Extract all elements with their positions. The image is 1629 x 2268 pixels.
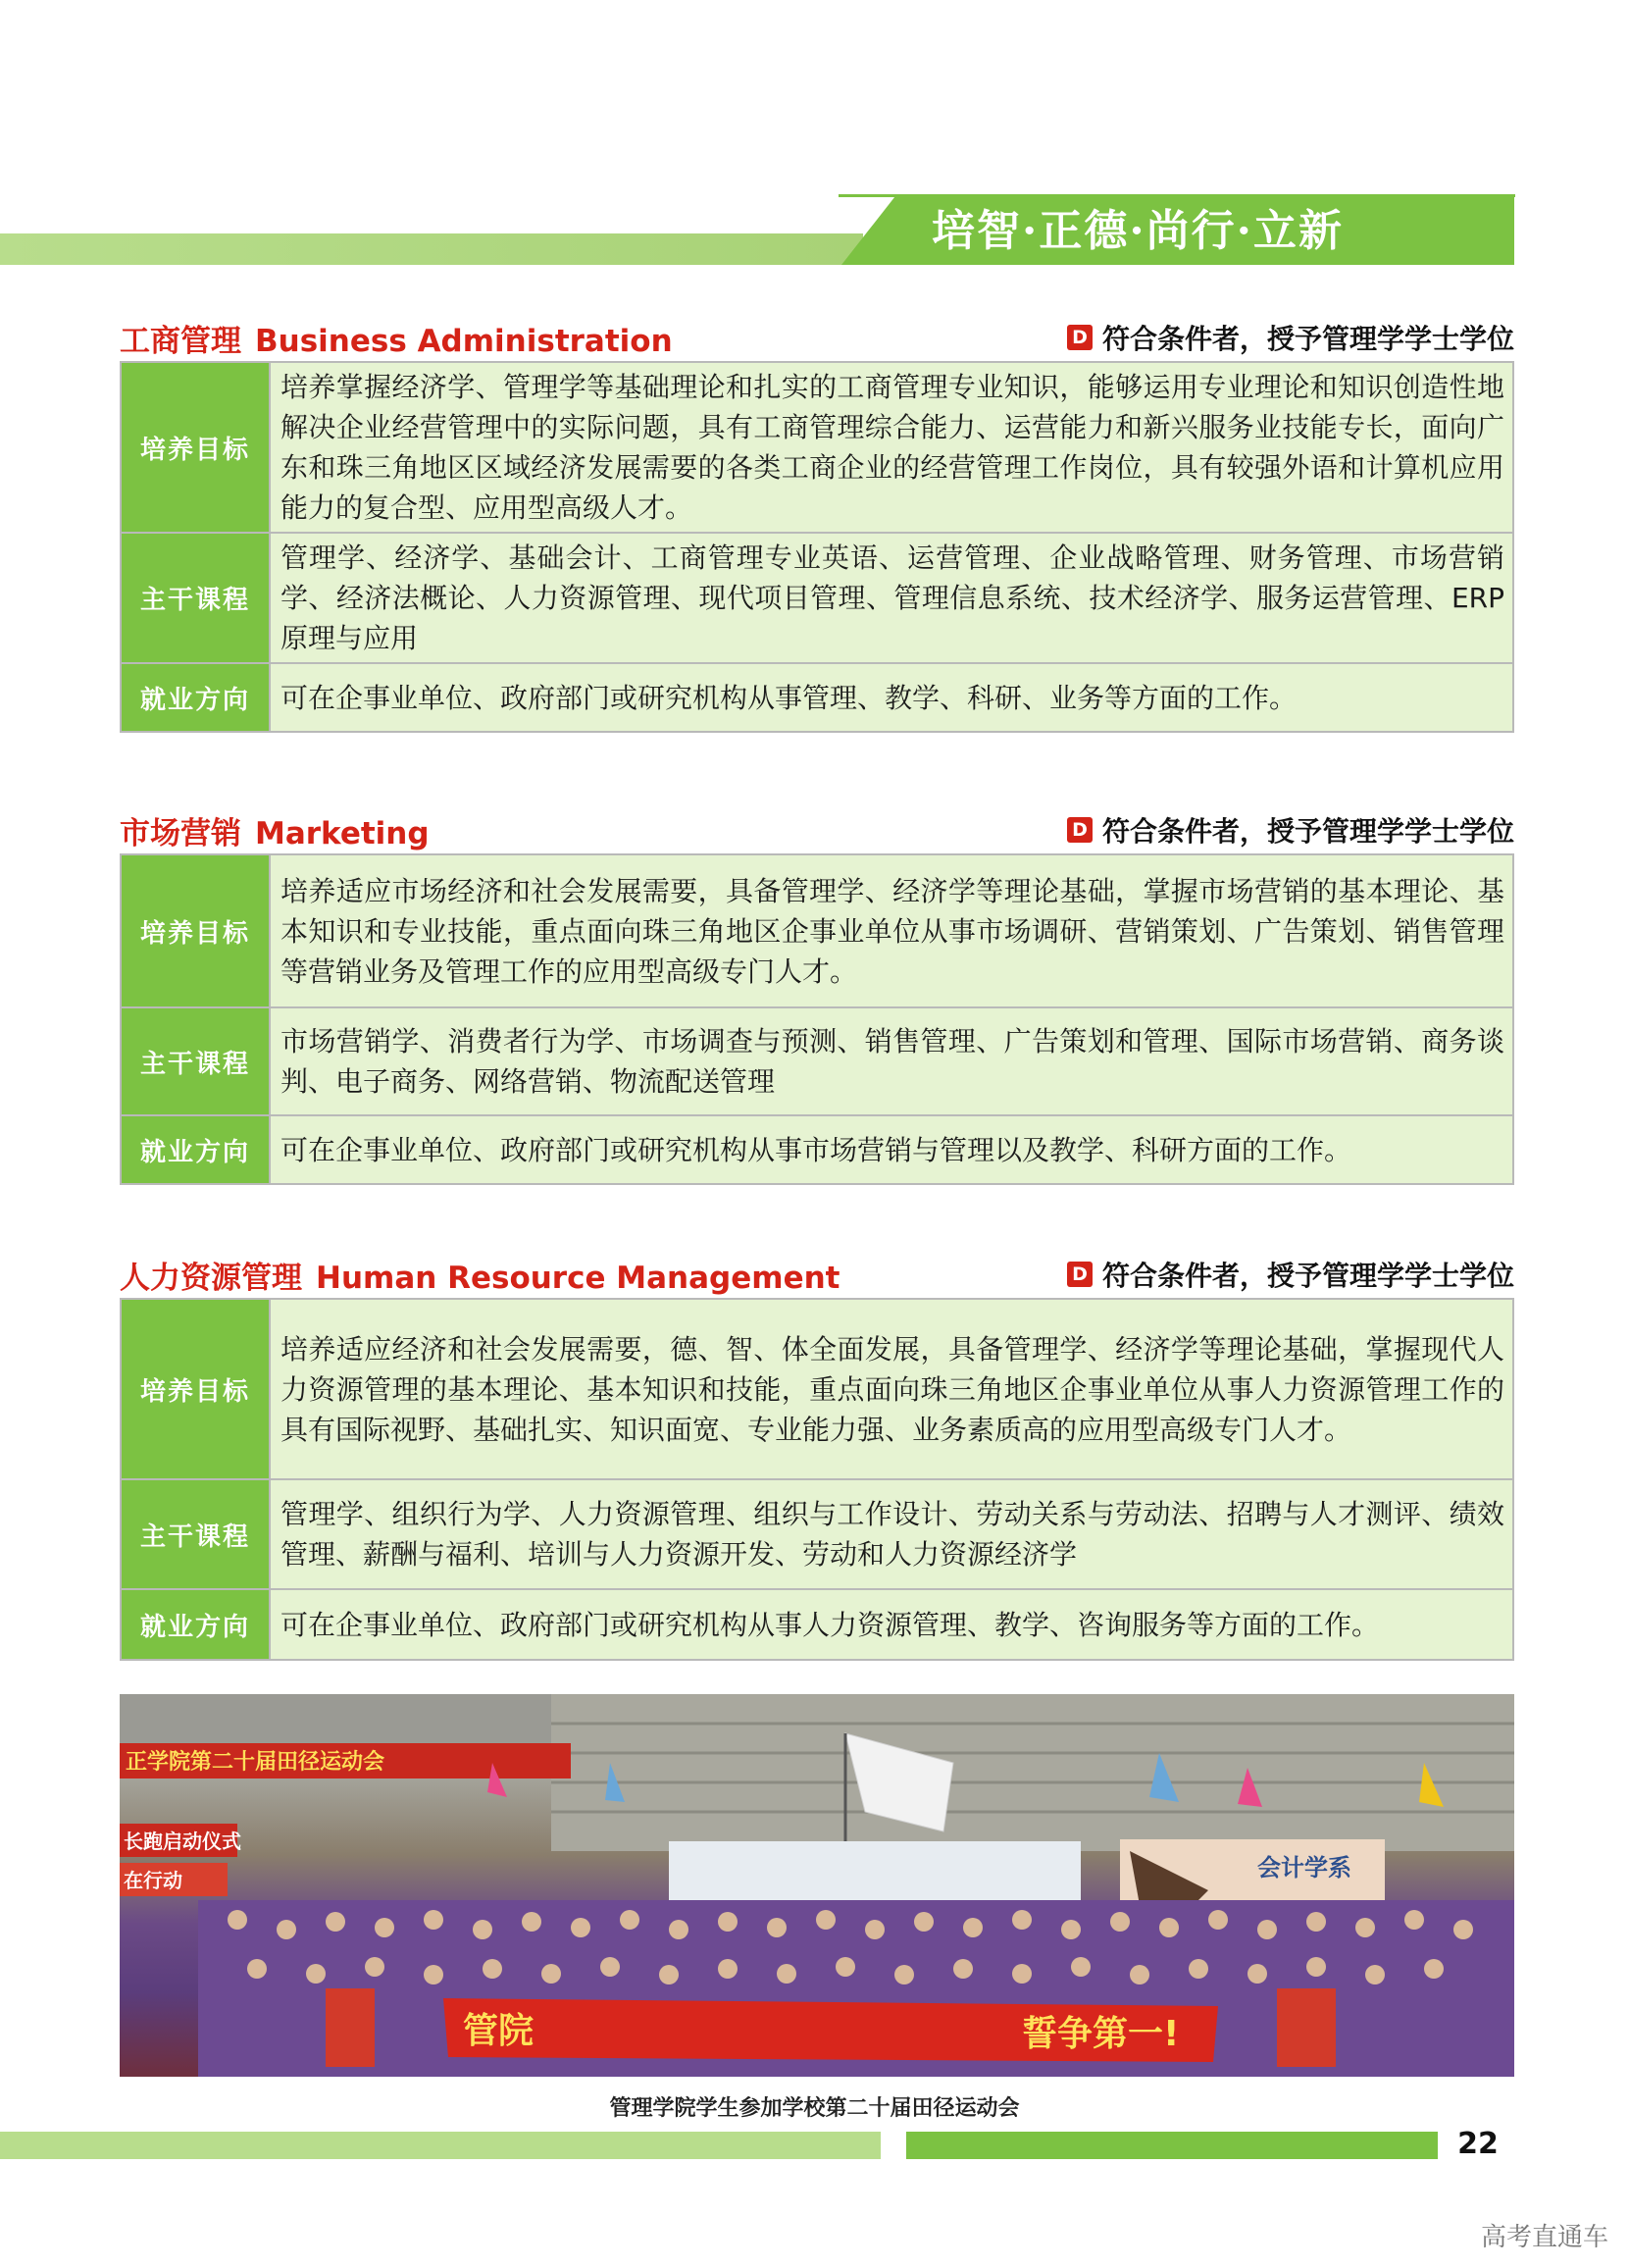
page-number: 22	[1457, 2127, 1499, 2161]
row-label: 培养目标	[121, 854, 270, 1007]
row-content: 培养适应经济和社会发展需要，德、智、体全面发展，具备管理学、经济学等理论基础，掌握现代人力资源管理的基本理论、基本知识和技能，重点面向珠三角地区企事业单位从事人力资源管理工作的具有国际视野、基础扎实、知识面宽、专业能力强、业务素质高的应用型高级专门人才。	[270, 1299, 1513, 1479]
section-business-administration	[120, 312, 1514, 733]
table-row	[121, 854, 1513, 1007]
section-header	[120, 804, 1514, 851]
row-label: 主干课程	[121, 1479, 270, 1589]
degree-text: 符合条件者，授予管理学学士学位	[1101, 323, 1514, 355]
sports-meet-photo	[120, 1694, 1514, 2077]
section-title-cn: 工商管理	[120, 324, 241, 359]
section-human-resource-management	[120, 1249, 1514, 1661]
watermark: 高考直通车	[1481, 2223, 1609, 2252]
table-row	[121, 533, 1513, 663]
footer-band-left	[0, 2132, 881, 2159]
section-header	[120, 312, 1514, 359]
table-row	[121, 663, 1513, 732]
degree-badge-icon: D	[1067, 1262, 1093, 1287]
row-content: 可在企事业单位、政府部门或研究机构从事市场营销与管理以及教学、科研方面的工作。	[270, 1115, 1513, 1184]
header-band-left	[0, 233, 863, 265]
section-title-en: Human Resource Management	[316, 1261, 840, 1296]
row-content: 管理学、经济学、基础会计、工商管理专业英语、运营管理、企业战略管理、财务管理、市场营销学、经济法概论、人力资源管理、现代项目管理、管理信息系统、技术经济学、服务运营管理、ERP原理与应用	[270, 533, 1513, 663]
program-table	[120, 361, 1514, 733]
row-label: 就业方向	[121, 663, 270, 732]
program-table	[120, 853, 1514, 1185]
photo-sign-1: 长跑启动仪式	[124, 1830, 241, 1853]
footer-band-right	[906, 2132, 1438, 2159]
section-title-en: Business Administration	[255, 324, 673, 359]
section-title	[120, 808, 430, 852]
row-label: 主干课程	[121, 1007, 270, 1115]
section-title-en: Marketing	[255, 816, 430, 851]
section-title	[120, 316, 673, 360]
photo-banner-text: 正学院第二十届田径运动会	[126, 1750, 385, 1775]
degree-text: 符合条件者，授予管理学学士学位	[1101, 815, 1514, 848]
row-label: 就业方向	[121, 1589, 270, 1660]
table-row	[121, 1299, 1513, 1479]
row-content: 可在企事业单位、政府部门或研究机构从事人力资源管理、教学、咨询服务等方面的工作。	[270, 1589, 1513, 1660]
table-row	[121, 1479, 1513, 1589]
section-title	[120, 1253, 840, 1297]
row-content: 管理学、组织行为学、人力资源管理、组织与工作设计、劳动关系与劳动法、招聘与人才测评、绩效管理、薪酬与福利、培训与人力资源开发、劳动和人力资源经济学	[270, 1479, 1513, 1589]
degree-note	[1067, 1255, 1514, 1294]
degree-badge-icon: D	[1067, 325, 1093, 350]
table-row	[121, 1589, 1513, 1660]
table-row	[121, 1115, 1513, 1184]
table-row	[121, 362, 1513, 533]
photo-mural-text: 会计学系	[1257, 1854, 1351, 1881]
degree-badge-icon: D	[1067, 817, 1093, 843]
row-content: 市场营销学、消费者行为学、市场调查与预测、销售管理、广告策划和管理、国际市场营销、商务谈判、电子商务、网络营销、物流配送管理	[270, 1007, 1513, 1115]
degree-text: 符合条件者，授予管理学学士学位	[1101, 1260, 1514, 1292]
degree-note	[1067, 810, 1514, 850]
photo-illustration	[120, 1694, 1514, 2077]
row-label: 培养目标	[121, 1299, 270, 1479]
photo-sign-2: 在行动	[124, 1869, 182, 1892]
row-content: 可在企事业单位、政府部门或研究机构从事管理、教学、科研、业务等方面的工作。	[270, 663, 1513, 732]
table-row	[121, 1007, 1513, 1115]
row-content: 培养掌握经济学、管理学等基础理论和扎实的工商管理专业知识，能够运用专业理论和知识创造性地解决企业经营管理中的实际问题，具有工商管理综合能力、运营能力和新兴服务业技能专长，面向广东和珠三角地区区域经济发展需要的各类工商企业的经营管理工作岗位，具有较强外语和计算机应用能力的复合型、应用型高级人才。	[270, 362, 1513, 533]
row-label: 主干课程	[121, 533, 270, 663]
section-title-cn: 人力资源管理	[120, 1261, 302, 1296]
photo-banner-bottom-1: 管院	[463, 2011, 535, 2051]
section-title-cn: 市场营销	[120, 816, 241, 851]
school-motto: 培智·正德·尚行·立新	[932, 206, 1344, 256]
photo-caption: 管理学院学生参加学校第二十届田径运动会	[609, 2096, 1020, 2121]
section-header	[120, 1249, 1514, 1296]
row-label: 培养目标	[121, 362, 270, 533]
program-table	[120, 1298, 1514, 1661]
row-content: 培养适应市场经济和社会发展需要，具备管理学、经济学等理论基础，掌握市场营销的基本理论、基本知识和专业技能，重点面向珠三角地区企事业单位从事市场调研、营销策划、广告策划、销售管理等营销业务及管理工作的应用型高级专门人才。	[270, 854, 1513, 1007]
degree-note	[1067, 318, 1514, 357]
section-marketing	[120, 804, 1514, 1185]
photo-banner-bottom-2: 誓争第一!	[1022, 2014, 1180, 2054]
row-label: 就业方向	[121, 1115, 270, 1184]
